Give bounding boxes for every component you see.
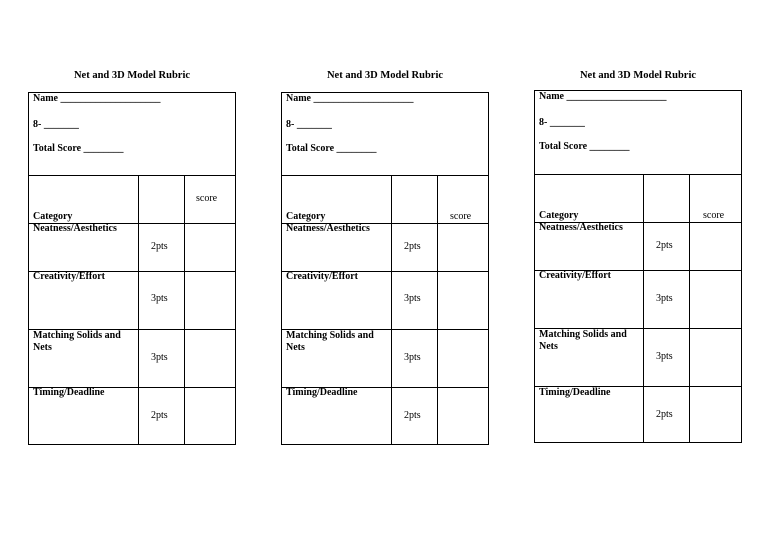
- category-header: Category: [539, 210, 579, 221]
- row-points: 3pts: [151, 293, 168, 304]
- row-category: Neatness/Aesthetics: [286, 223, 370, 234]
- row-category: Creativity/Effort: [539, 270, 612, 281]
- class-field[interactable]: 8- _______: [539, 117, 585, 128]
- total-score-field[interactable]: Total Score ________: [286, 143, 377, 154]
- row-points: 2pts: [656, 409, 673, 420]
- name-field[interactable]: Name ____________________: [33, 93, 161, 104]
- row-category: Creativity/Effort: [33, 271, 106, 282]
- category-header: Category: [33, 211, 73, 222]
- row-points: 2pts: [151, 410, 168, 421]
- score-header: score: [703, 210, 725, 221]
- row-category: Timing/Deadline: [286, 387, 358, 398]
- row-category: Matching Solids and Nets: [539, 329, 627, 352]
- row-category: Creativity/Effort: [286, 271, 359, 282]
- rubric-1: [28, 70, 236, 446]
- row-category: Matching Solids and Nets: [286, 330, 374, 353]
- row-points: 2pts: [656, 240, 673, 251]
- total-score-field[interactable]: Total Score ________: [33, 143, 124, 154]
- score-header: score: [196, 193, 218, 204]
- row-category: Matching Solids and Nets: [33, 330, 121, 353]
- row-points: 3pts: [656, 351, 673, 362]
- rubric-2: [281, 70, 489, 446]
- row-points: 2pts: [151, 241, 168, 252]
- row-points: 2pts: [404, 241, 421, 252]
- row-category: Timing/Deadline: [539, 387, 611, 398]
- rubric-3: [534, 70, 742, 446]
- total-score-field[interactable]: Total Score ________: [539, 141, 630, 152]
- row-points: 3pts: [656, 293, 673, 304]
- category-header: Category: [286, 211, 326, 222]
- rubric-title: Net and 3D Model Rubric: [326, 70, 444, 81]
- class-field[interactable]: 8- _______: [33, 119, 79, 130]
- row-category: Timing/Deadline: [33, 387, 105, 398]
- rubric-title: Net and 3D Model Rubric: [579, 70, 697, 81]
- row-points: 2pts: [404, 410, 421, 421]
- row-category: Neatness/Aesthetics: [539, 222, 623, 233]
- row-points: 3pts: [404, 293, 421, 304]
- score-header: score: [450, 211, 472, 222]
- class-field[interactable]: 8- _______: [286, 119, 332, 130]
- row-points: 3pts: [151, 352, 168, 363]
- row-points: 3pts: [404, 352, 421, 363]
- name-field[interactable]: Name ____________________: [539, 91, 667, 102]
- name-field[interactable]: Name ____________________: [286, 93, 414, 104]
- rubric-title: Net and 3D Model Rubric: [73, 70, 191, 81]
- row-category: Neatness/Aesthetics: [33, 223, 117, 234]
